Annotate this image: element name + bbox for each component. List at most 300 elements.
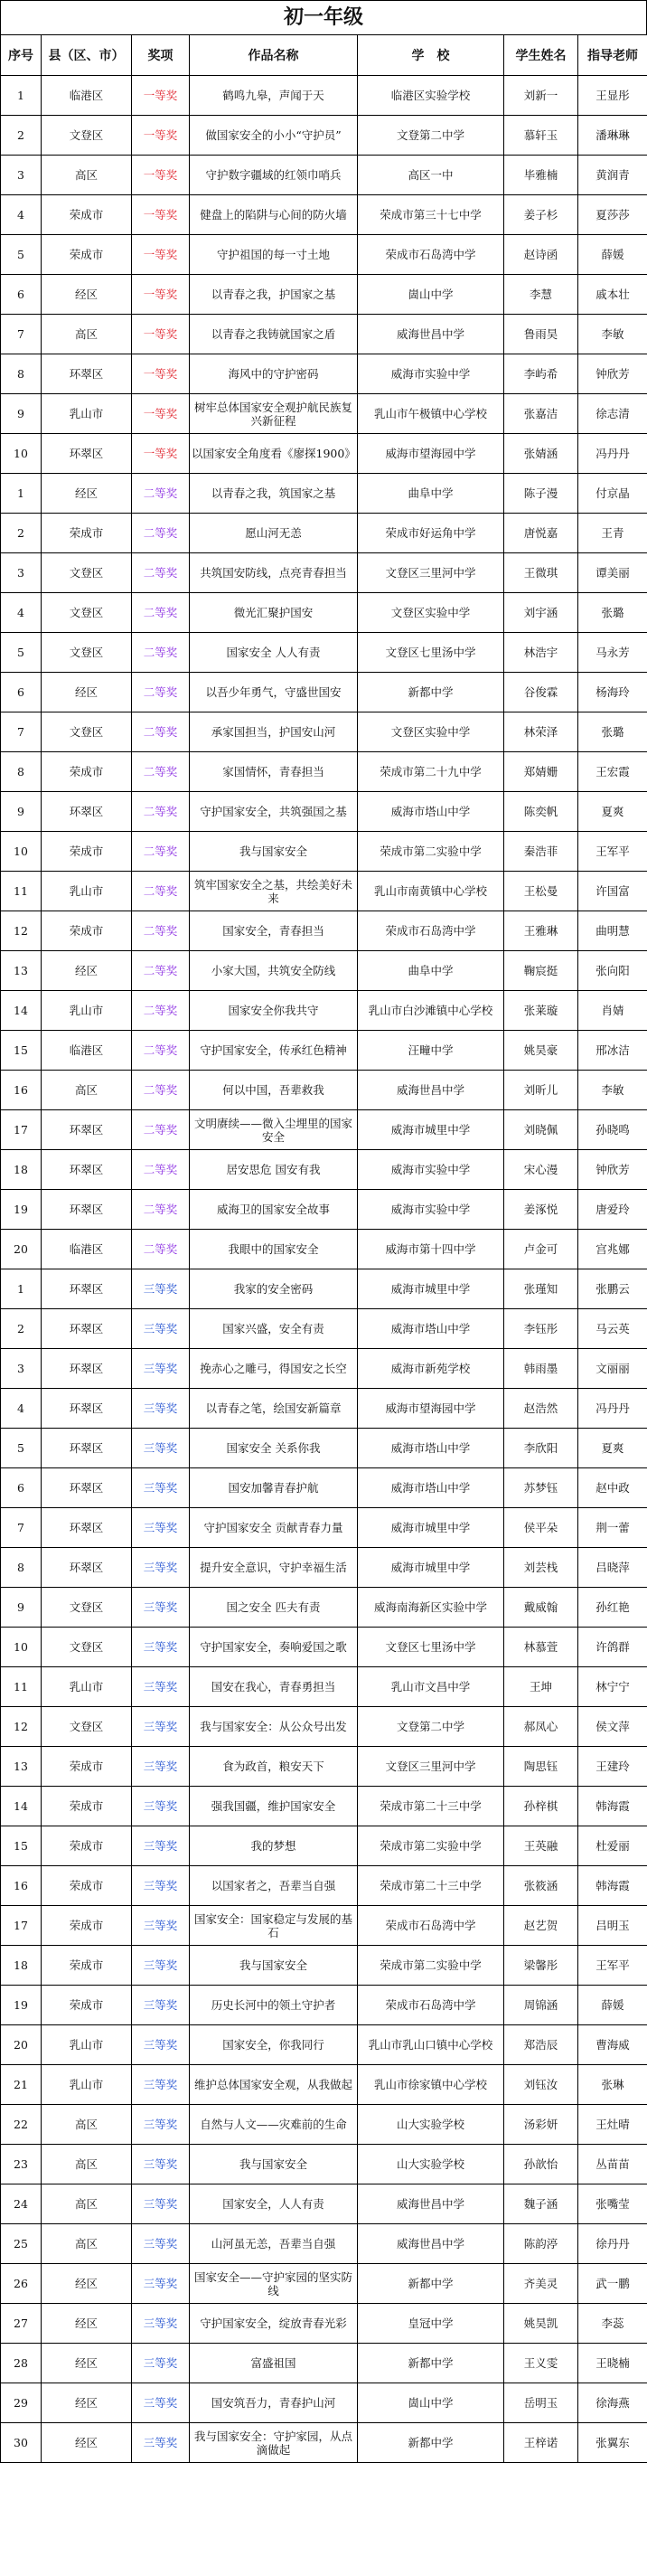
cell-award: 一等奖 (132, 156, 190, 195)
cell-student: 卢金可 (504, 1230, 578, 1269)
cell-school: 威海市望海园中学 (358, 1389, 504, 1429)
cell-district: 乳山市 (42, 2065, 132, 2105)
table-row (1, 195, 647, 235)
cell-award: 一等奖 (132, 315, 190, 354)
cell-work-title: 维护总体国家安全观，从我做起 (190, 2065, 358, 2105)
cell-work-title: 微光汇聚护国安 (190, 593, 358, 633)
table-row (1, 633, 647, 673)
cell-teacher: 王灶晴 (578, 2105, 647, 2145)
cell-student: 林慕萱 (504, 1628, 578, 1667)
cell-school: 荣成市第二十三中学 (358, 1787, 504, 1826)
cell-work-title: 守护国家安全，绽放青春光彩 (190, 2304, 358, 2344)
cell-work-title: 鹤鸣九皋，声闻于天 (190, 76, 358, 116)
cell-school: 威海世昌中学 (358, 315, 504, 354)
cell-teacher: 许国富 (578, 872, 647, 911)
cell-award: 二等奖 (132, 1071, 190, 1110)
cell-school: 威海市城里中学 (358, 1269, 504, 1309)
cell-index: 8 (1, 752, 42, 792)
cell-work-title: 我与国家安全 (190, 832, 358, 872)
cell-work-title: 我与国家安全：守护家园，从点滴做起 (190, 2423, 358, 2463)
cell-student: 王微琪 (504, 553, 578, 593)
cell-teacher: 杨海玲 (578, 673, 647, 712)
table-row (1, 1468, 647, 1508)
cell-teacher: 夏爽 (578, 792, 647, 832)
cell-student: 陶思钰 (504, 1747, 578, 1787)
cell-school: 高区一中 (358, 156, 504, 195)
cell-student: 宋心漫 (504, 1150, 578, 1190)
cell-award: 三等奖 (132, 2224, 190, 2264)
cell-school: 威海市塔山中学 (358, 792, 504, 832)
cell-school: 文登第二中学 (358, 116, 504, 156)
cell-index: 1 (1, 474, 42, 514)
cell-school: 荣成市第二实验中学 (358, 832, 504, 872)
table-row (1, 1190, 647, 1230)
table-row (1, 872, 647, 911)
table-row (1, 235, 647, 275)
header-index: 序号 (1, 35, 42, 76)
table-row (1, 951, 647, 991)
cell-teacher: 许鸽群 (578, 1628, 647, 1667)
cell-school: 荣成市第二十三中学 (358, 1866, 504, 1906)
cell-award: 二等奖 (132, 1110, 190, 1150)
cell-teacher: 侯文萍 (578, 1707, 647, 1747)
cell-teacher: 赵中政 (578, 1468, 647, 1508)
cell-district: 文登区 (42, 712, 132, 752)
cell-school: 文登区三里河中学 (358, 553, 504, 593)
cell-school: 乳山市乳山口镇中心学校 (358, 2025, 504, 2065)
cell-work-title: 守护国家安全，共筑强国之基 (190, 792, 358, 832)
cell-district: 文登区 (42, 1588, 132, 1628)
cell-work-title: 何以中国，吾辈救我 (190, 1071, 358, 1110)
header-district: 县（区、市） (42, 35, 132, 76)
cell-work-title: 树牢总体国家安全观护航民族复兴新征程 (190, 394, 358, 434)
table-row (1, 1389, 647, 1429)
table-row (1, 752, 647, 792)
cell-index: 14 (1, 1787, 42, 1826)
cell-student: 孙梓棋 (504, 1787, 578, 1826)
cell-district: 经区 (42, 2304, 132, 2344)
cell-award: 三等奖 (132, 2184, 190, 2224)
cell-student: 赵艺贺 (504, 1906, 578, 1946)
cell-work-title: 国家安全：国家稳定与发展的基石 (190, 1906, 358, 1946)
cell-district: 环翠区 (42, 1269, 132, 1309)
cell-teacher: 徐丹丹 (578, 2224, 647, 2264)
cell-index: 12 (1, 911, 42, 951)
cell-award: 二等奖 (132, 991, 190, 1031)
cell-work-title: 海风中的守护密码 (190, 354, 358, 394)
cell-school: 荣成市第三十七中学 (358, 195, 504, 235)
cell-award: 一等奖 (132, 116, 190, 156)
cell-teacher: 李敏 (578, 315, 647, 354)
cell-student: 张婧涵 (504, 434, 578, 474)
cell-work-title: 国安筑吾力，青春护山河 (190, 2383, 358, 2423)
cell-work-title: 以青春之我铸就国家之盾 (190, 315, 358, 354)
cell-award: 三等奖 (132, 1707, 190, 1747)
cell-district: 经区 (42, 2383, 132, 2423)
cell-student: 王坤 (504, 1667, 578, 1707)
cell-index: 5 (1, 633, 42, 673)
table-row (1, 2025, 647, 2065)
cell-student: 李钰彤 (504, 1309, 578, 1349)
cell-student: 王松曼 (504, 872, 578, 911)
cell-school: 文登区实验中学 (358, 593, 504, 633)
cell-teacher: 夏莎莎 (578, 195, 647, 235)
table-row (1, 991, 647, 1031)
cell-index: 14 (1, 991, 42, 1031)
cell-index: 4 (1, 195, 42, 235)
page-title: 初一年级 (0, 0, 647, 34)
table-row (1, 1071, 647, 1110)
cell-award: 三等奖 (132, 2423, 190, 2463)
cell-school: 文登区实验中学 (358, 712, 504, 752)
cell-district: 荣成市 (42, 752, 132, 792)
cell-index: 18 (1, 1150, 42, 1190)
cell-teacher: 薛媛 (578, 235, 647, 275)
cell-award: 二等奖 (132, 832, 190, 872)
cell-school: 威海市城里中学 (358, 1548, 504, 1588)
table-row (1, 2065, 647, 2105)
cell-student: 孙歆怡 (504, 2145, 578, 2184)
cell-school: 威海市塔山中学 (358, 1309, 504, 1349)
cell-work-title: 山河虽无恙，吾辈当自强 (190, 2224, 358, 2264)
cell-teacher: 付京晶 (578, 474, 647, 514)
cell-school: 威海市第十四中学 (358, 1230, 504, 1269)
cell-teacher: 武一鹏 (578, 2264, 647, 2304)
table-row (1, 354, 647, 394)
cell-school: 山大实验学校 (358, 2145, 504, 2184)
cell-award: 一等奖 (132, 76, 190, 116)
cell-work-title: 强我国疆，维护国家安全 (190, 1787, 358, 1826)
table-row (1, 394, 647, 434)
cell-school: 荣成市石岛湾中学 (358, 1906, 504, 1946)
table-row (1, 1667, 647, 1707)
cell-district: 荣成市 (42, 1866, 132, 1906)
cell-index: 28 (1, 2344, 42, 2383)
cell-work-title: 富盛祖国 (190, 2344, 358, 2383)
cell-index: 13 (1, 951, 42, 991)
cell-student: 姜子杉 (504, 195, 578, 235)
cell-index: 4 (1, 1389, 42, 1429)
cell-district: 乳山市 (42, 1667, 132, 1707)
cell-work-title: 国家安全，人人有责 (190, 2184, 358, 2224)
cell-index: 10 (1, 434, 42, 474)
cell-work-title: 共筑国安防线，点亮青春担当 (190, 553, 358, 593)
cell-teacher: 王军平 (578, 832, 647, 872)
cell-award: 三等奖 (132, 1468, 190, 1508)
cell-district: 乳山市 (42, 872, 132, 911)
cell-school: 汪疃中学 (358, 1031, 504, 1071)
cell-index: 10 (1, 832, 42, 872)
cell-student: 王义雯 (504, 2344, 578, 2383)
cell-index: 27 (1, 2304, 42, 2344)
cell-index: 15 (1, 1031, 42, 1071)
cell-district: 环翠区 (42, 792, 132, 832)
cell-work-title: 国家安全 关系你我 (190, 1429, 358, 1468)
cell-index: 8 (1, 1548, 42, 1588)
cell-student: 郝凤心 (504, 1707, 578, 1747)
cell-index: 24 (1, 2184, 42, 2224)
cell-award: 三等奖 (132, 1269, 190, 1309)
cell-work-title: 国安加馨青春护航 (190, 1468, 358, 1508)
cell-index: 9 (1, 792, 42, 832)
cell-award: 一等奖 (132, 354, 190, 394)
cell-work-title: 我与国家安全 (190, 2145, 358, 2184)
cell-school: 荣成市石岛湾中学 (358, 235, 504, 275)
cell-index: 15 (1, 1826, 42, 1866)
cell-work-title: 以吾少年勇气，守盛世国安 (190, 673, 358, 712)
cell-student: 梁馨彤 (504, 1946, 578, 1986)
cell-district: 文登区 (42, 593, 132, 633)
cell-district: 荣成市 (42, 235, 132, 275)
cell-award: 二等奖 (132, 752, 190, 792)
cell-district: 高区 (42, 2224, 132, 2264)
cell-student: 毕雅楠 (504, 156, 578, 195)
cell-award: 二等奖 (132, 593, 190, 633)
table-body (1, 76, 647, 2463)
table-row (1, 832, 647, 872)
cell-work-title: 承家国担当，护国安山河 (190, 712, 358, 752)
cell-school: 乳山市文昌中学 (358, 1667, 504, 1707)
cell-teacher: 肖婧 (578, 991, 647, 1031)
cell-award: 一等奖 (132, 434, 190, 474)
cell-student: 齐美灵 (504, 2264, 578, 2304)
cell-school: 威海市实验中学 (358, 1150, 504, 1190)
cell-teacher: 王军平 (578, 1946, 647, 1986)
cell-index: 5 (1, 1429, 42, 1468)
cell-district: 荣成市 (42, 832, 132, 872)
cell-school: 乳山市白沙滩镇中心学校 (358, 991, 504, 1031)
cell-index: 2 (1, 116, 42, 156)
cell-work-title: 国家安全你我共守 (190, 991, 358, 1031)
cell-award: 三等奖 (132, 1508, 190, 1548)
cell-district: 荣成市 (42, 1906, 132, 1946)
cell-teacher: 丛苗苗 (578, 2145, 647, 2184)
table-row (1, 792, 647, 832)
cell-teacher: 荆一蕾 (578, 1508, 647, 1548)
cell-student: 张瑾知 (504, 1269, 578, 1309)
cell-work-title: 家国情怀，青春担当 (190, 752, 358, 792)
table-row (1, 673, 647, 712)
cell-school: 荣成市石岛湾中学 (358, 911, 504, 951)
cell-award: 三等奖 (132, 2344, 190, 2383)
cell-district: 经区 (42, 2423, 132, 2463)
cell-school: 荣成市第二十九中学 (358, 752, 504, 792)
cell-district: 文登区 (42, 1628, 132, 1667)
table-row (1, 2105, 647, 2145)
cell-index: 9 (1, 394, 42, 434)
cell-teacher: 张翼东 (578, 2423, 647, 2463)
cell-index: 22 (1, 2105, 42, 2145)
cell-district: 荣成市 (42, 1826, 132, 1866)
header-school: 学 校 (358, 35, 504, 76)
cell-award: 二等奖 (132, 872, 190, 911)
cell-teacher: 宫兆娜 (578, 1230, 647, 1269)
cell-work-title: 居安思危 国安有我 (190, 1150, 358, 1190)
cell-district: 环翠区 (42, 1389, 132, 1429)
cell-teacher: 冯丹丹 (578, 434, 647, 474)
cell-award: 三等奖 (132, 1628, 190, 1667)
cell-school: 荣成市好运角中学 (358, 514, 504, 553)
cell-index: 11 (1, 1667, 42, 1707)
cell-teacher: 韩海霞 (578, 1866, 647, 1906)
cell-index: 2 (1, 1309, 42, 1349)
cell-district: 经区 (42, 951, 132, 991)
cell-teacher: 王显彤 (578, 76, 647, 116)
cell-school: 威海市塔山中学 (358, 1429, 504, 1468)
table-row (1, 712, 647, 752)
table-row (1, 2184, 647, 2224)
table-row (1, 1548, 647, 1588)
cell-district: 环翠区 (42, 1429, 132, 1468)
table-row (1, 1826, 647, 1866)
cell-award: 三等奖 (132, 2105, 190, 2145)
cell-student: 鞠宸挺 (504, 951, 578, 991)
cell-district: 荣成市 (42, 195, 132, 235)
cell-student: 王英融 (504, 1826, 578, 1866)
cell-work-title: 我眼中的国家安全 (190, 1230, 358, 1269)
cell-student: 刘昕儿 (504, 1071, 578, 1110)
cell-student: 陈韵渟 (504, 2224, 578, 2264)
cell-work-title: 守护国家安全，传承红色精神 (190, 1031, 358, 1071)
table-row (1, 275, 647, 315)
cell-student: 王雅琳 (504, 911, 578, 951)
cell-student: 秦浩菲 (504, 832, 578, 872)
cell-school: 威海世昌中学 (358, 2184, 504, 2224)
cell-index: 7 (1, 315, 42, 354)
cell-district: 经区 (42, 2344, 132, 2383)
cell-work-title: 健盘上的陷阱与心间的防火墙 (190, 195, 358, 235)
cell-award: 三等奖 (132, 1906, 190, 1946)
cell-work-title: 食为政首，粮安天下 (190, 1747, 358, 1787)
cell-work-title: 自然与人文——灾难前的生命 (190, 2105, 358, 2145)
cell-award: 三等奖 (132, 1667, 190, 1707)
table-row (1, 116, 647, 156)
cell-district: 经区 (42, 673, 132, 712)
cell-work-title: 历史长河中的领土守护者 (190, 1986, 358, 2025)
cell-index: 7 (1, 712, 42, 752)
cell-teacher: 林宁宁 (578, 1667, 647, 1707)
cell-school: 文登区七里汤中学 (358, 633, 504, 673)
cell-district: 文登区 (42, 116, 132, 156)
cell-school: 崮山中学 (358, 275, 504, 315)
table-row (1, 1150, 647, 1190)
cell-work-title: 威海卫的国家安全故事 (190, 1190, 358, 1230)
cell-index: 4 (1, 593, 42, 633)
cell-index: 20 (1, 1230, 42, 1269)
cell-award: 一等奖 (132, 195, 190, 235)
header-student: 学生姓名 (504, 35, 578, 76)
cell-district: 环翠区 (42, 1349, 132, 1389)
cell-work-title: 挽赤心之雕弓，得国安之长空 (190, 1349, 358, 1389)
cell-work-title: 我与国家安全 (190, 1946, 358, 1986)
cell-teacher: 张向阳 (578, 951, 647, 991)
cell-index: 8 (1, 354, 42, 394)
cell-district: 高区 (42, 156, 132, 195)
cell-district: 环翠区 (42, 1110, 132, 1150)
cell-award: 三等奖 (132, 1826, 190, 1866)
header-work-title: 作品名称 (190, 35, 358, 76)
header-teacher: 指导老师 (578, 35, 647, 76)
cell-work-title: 国安在我心，青春勇担当 (190, 1667, 358, 1707)
table-row (1, 2383, 647, 2423)
cell-student: 姚昊豪 (504, 1031, 578, 1071)
cell-school: 山大实验学校 (358, 2105, 504, 2145)
table-row (1, 553, 647, 593)
cell-district: 文登区 (42, 553, 132, 593)
cell-index: 12 (1, 1707, 42, 1747)
table-row (1, 1508, 647, 1548)
cell-student: 郑浩辰 (504, 2025, 578, 2065)
cell-student: 慕轩玉 (504, 116, 578, 156)
award-table (0, 34, 647, 2463)
cell-award: 三等奖 (132, 2025, 190, 2065)
cell-school: 文登区三里河中学 (358, 1747, 504, 1787)
cell-teacher: 王晓楠 (578, 2344, 647, 2383)
cell-award: 三等奖 (132, 1866, 190, 1906)
cell-student: 汤彩妍 (504, 2105, 578, 2145)
cell-school: 荣成市第二实验中学 (358, 1946, 504, 1986)
cell-teacher: 潘琳琳 (578, 116, 647, 156)
table-row (1, 2145, 647, 2184)
cell-teacher: 李敏 (578, 1071, 647, 1110)
table-row (1, 315, 647, 354)
table-row (1, 2423, 647, 2463)
cell-index: 16 (1, 1866, 42, 1906)
cell-student: 赵浩然 (504, 1389, 578, 1429)
cell-index: 19 (1, 1190, 42, 1230)
cell-student: 林荣泽 (504, 712, 578, 752)
cell-index: 30 (1, 2423, 42, 2463)
cell-index: 20 (1, 2025, 42, 2065)
cell-index: 29 (1, 2383, 42, 2423)
cell-award: 二等奖 (132, 474, 190, 514)
cell-work-title: 我家的安全密码 (190, 1269, 358, 1309)
cell-school: 新都中学 (358, 2423, 504, 2463)
cell-school: 威海市新苑学校 (358, 1349, 504, 1389)
cell-teacher: 唐爱玲 (578, 1190, 647, 1230)
cell-index: 18 (1, 1946, 42, 1986)
table-row (1, 593, 647, 633)
cell-index: 17 (1, 1110, 42, 1150)
cell-district: 乳山市 (42, 991, 132, 1031)
cell-district: 乳山市 (42, 2025, 132, 2065)
cell-teacher: 李蕊 (578, 2304, 647, 2344)
cell-teacher: 谭美丽 (578, 553, 647, 593)
cell-teacher: 张嘴莹 (578, 2184, 647, 2224)
table-row (1, 514, 647, 553)
cell-district: 环翠区 (42, 354, 132, 394)
cell-award: 三等奖 (132, 1787, 190, 1826)
cell-student: 刘宇涵 (504, 593, 578, 633)
cell-award: 二等奖 (132, 514, 190, 553)
cell-student: 姜涿悦 (504, 1190, 578, 1230)
cell-teacher: 张琳 (578, 2065, 647, 2105)
cell-index: 2 (1, 514, 42, 553)
cell-index: 3 (1, 553, 42, 593)
cell-student: 陈子漫 (504, 474, 578, 514)
table-row (1, 2304, 647, 2344)
cell-work-title: 文明赓续——微入尘埋里的国家安全 (190, 1110, 358, 1150)
table-row (1, 1031, 647, 1071)
cell-district: 高区 (42, 1071, 132, 1110)
cell-work-title: 守护国家安全 贡献青春力量 (190, 1508, 358, 1548)
cell-teacher: 徐志清 (578, 394, 647, 434)
header-award: 奖项 (132, 35, 190, 76)
cell-award: 二等奖 (132, 712, 190, 752)
cell-award: 三等奖 (132, 1747, 190, 1787)
cell-index: 11 (1, 872, 42, 911)
cell-work-title: 守护国家安全，奏响爱国之歌 (190, 1628, 358, 1667)
